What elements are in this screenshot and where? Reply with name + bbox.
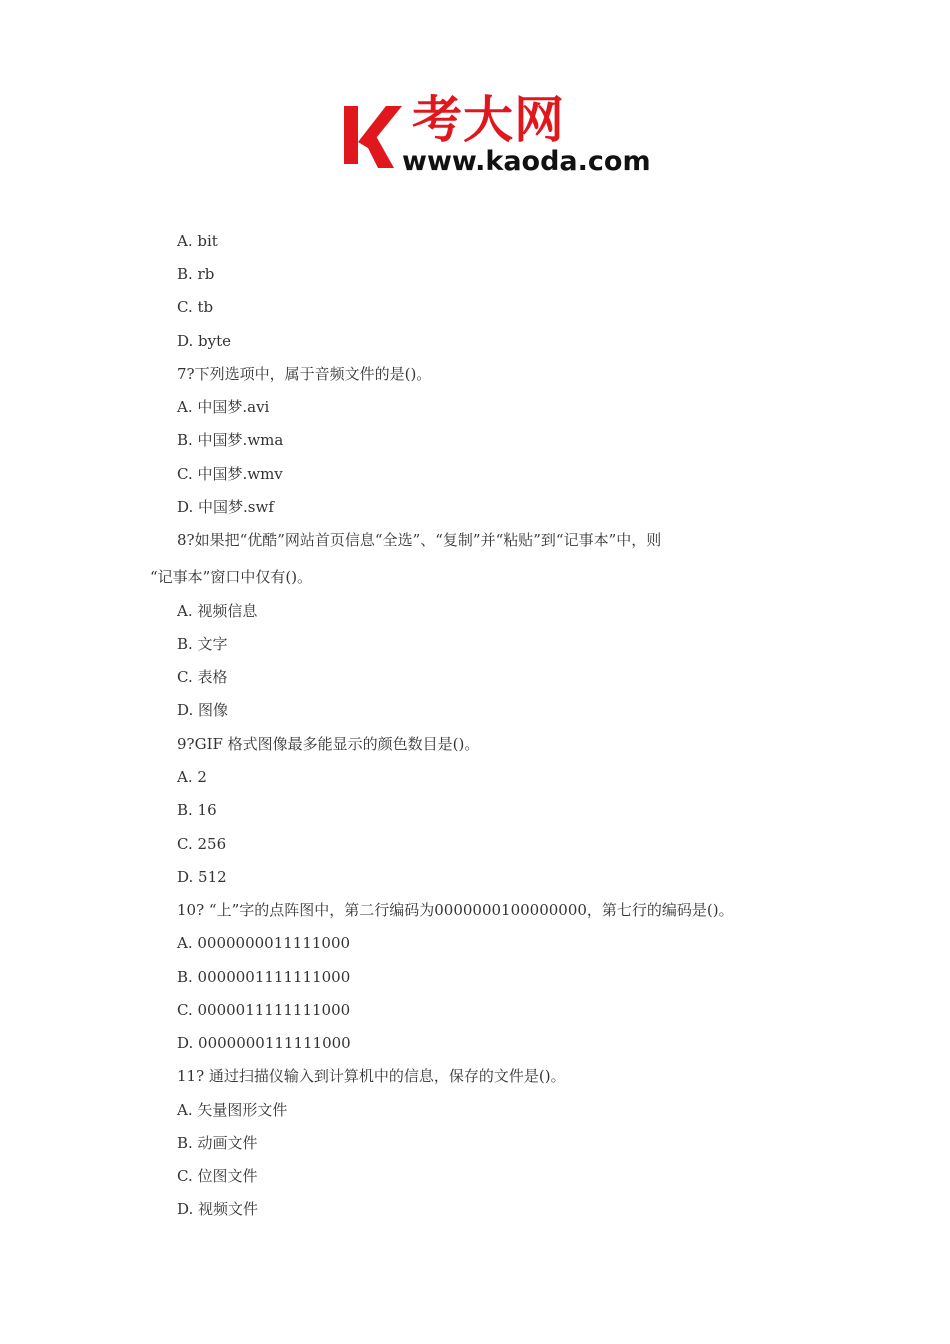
q10-option-c: C. 0000011111111000 [177, 1001, 351, 1019]
q7-option-c: C. 中国梦.wmv [177, 465, 283, 483]
q6-option-a: A. bit [177, 232, 218, 250]
q11-option-a: A. 矢量图形文件 [177, 1101, 288, 1119]
q8-option-d: D. 图像 [177, 701, 229, 719]
q8-option-c: C. 表格 [177, 668, 228, 686]
site-logo [342, 91, 662, 182]
logo-title: 考大网 [412, 91, 565, 149]
question-7: 7?下列选项中，属于音频文件的是()。 [177, 365, 432, 383]
q9-option-c: C. 256 [177, 835, 227, 853]
question-8: 8?如果把“优酷”网站首页信息“全选”、“复制”并“粘贴”到“记事本”中，则 [177, 531, 662, 549]
q10-option-a: A. 0000000011111000 [177, 934, 351, 952]
question-8-continuation: “记事本”窗口中仅有()。 [150, 568, 313, 586]
q6-option-c: C. tb [177, 298, 214, 316]
question-9: 9?GIF 格式图像最多能显示的颜色数目是()。 [177, 735, 480, 753]
q6-option-b: B. rb [177, 265, 215, 283]
q11-option-d: D. 视频文件 [177, 1200, 259, 1218]
k-logo-icon [342, 102, 404, 170]
q11-option-b: B. 动画文件 [177, 1134, 258, 1152]
q7-option-d: D. 中国梦.swf [177, 498, 274, 516]
q7-option-b: B. 中国梦.wma [177, 431, 284, 449]
q6-option-d: D. byte [177, 332, 232, 350]
q9-option-b: B. 16 [177, 801, 217, 819]
q8-option-b: B. 文字 [177, 635, 228, 653]
q8-option-a: A. 视频信息 [177, 602, 258, 620]
question-11: 11? 通过扫描仪输入到计算机中的信息，保存的文件是()。 [177, 1067, 566, 1085]
question-10: 10? “上”字的点阵图中，第二行编码为0000000100000000，第七行的编码是()。 [177, 901, 734, 919]
q10-option-d: D. 0000000111111000 [177, 1034, 351, 1052]
q11-option-c: C. 位图文件 [177, 1167, 258, 1185]
q10-option-b: B. 0000001111111000 [177, 968, 351, 986]
q7-option-a: A. 中国梦.avi [177, 398, 270, 416]
logo-url: www.kaoda.com [402, 146, 651, 177]
q9-option-a: A. 2 [177, 768, 207, 786]
q9-option-d: D. 512 [177, 868, 227, 886]
